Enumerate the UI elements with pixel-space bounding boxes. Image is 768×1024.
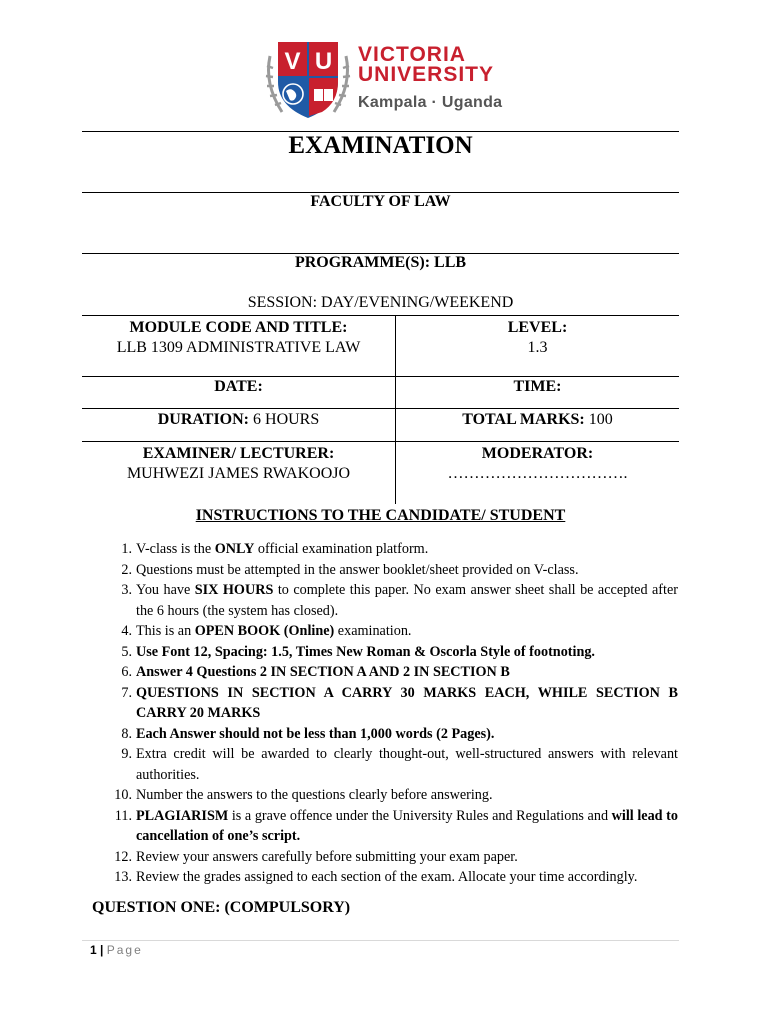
total-marks-value: 100 xyxy=(584,411,613,428)
instruction-text: Use Font 12, Spacing: 1.5, Times New Roman & Oscorla Style of footnoting. xyxy=(136,643,595,660)
instruction-text: QUESTIONS IN SECTION A CARRY 30 MARKS EACH, WHILE SECTION B CARRY 20 MARKS xyxy=(136,684,678,721)
moderator-value: ……………………………. xyxy=(447,465,628,482)
instruction-text: Review the grades assigned to each section of the exam. Allocate your time accordingly. xyxy=(136,869,638,885)
instruction-item xyxy=(104,785,678,806)
module-label: MODULE CODE AND TITLE: xyxy=(129,319,348,336)
instruction-number: 2. xyxy=(121,561,132,578)
instruction-text: Extra credit will be awarded to clearly thought-out, well-structured answers with relevant authorities. xyxy=(136,746,678,783)
instruction-item xyxy=(104,683,678,724)
instruction-text: examination. xyxy=(334,623,412,639)
instruction-item xyxy=(104,867,678,888)
shield-letter-u: U xyxy=(314,48,333,75)
instruction-text: is a grave offence under the University Rules and Regulations and xyxy=(228,807,612,824)
level-value: 1.3 xyxy=(527,339,548,356)
instruction-text: Number the answers to the questions clearly before answering. xyxy=(136,787,493,803)
instruction-number: 7. xyxy=(121,684,132,701)
instruction-text: ONLY xyxy=(214,541,255,557)
examiner-cell xyxy=(82,444,395,484)
module-cell xyxy=(82,318,395,358)
instruction-item xyxy=(104,806,678,847)
date-label: DATE: xyxy=(214,378,263,395)
instruction-number: 9. xyxy=(121,746,132,762)
instruction-text: Review your answers carefully before submitting your exam paper. xyxy=(136,848,518,865)
instruction-item xyxy=(104,539,678,560)
instruction-text: V-class is the xyxy=(136,541,215,557)
instruction-text: Questions must be attempted in the answer booklet/sheet provided on V-class. xyxy=(136,561,579,578)
page-footer xyxy=(90,943,143,957)
instruction-item xyxy=(104,642,678,663)
module-value: LLB 1309 ADMINISTRATIVE LAW xyxy=(116,339,361,356)
instruction-item xyxy=(104,847,678,868)
duration-value: 6 HOURS xyxy=(249,411,320,428)
moderator-label: MODERATOR: xyxy=(481,445,594,462)
examiner-value: MUHWEZI JAMES RWAKOOJO xyxy=(126,465,351,482)
instruction-text: You have xyxy=(136,582,195,598)
instruction-item xyxy=(104,621,678,642)
instructions-title: INSTRUCTIONS TO THE CANDIDATE/ STUDENT xyxy=(195,507,566,524)
instruction-text: official examination platform. xyxy=(254,541,429,557)
level-cell xyxy=(396,318,679,358)
page-number: 1 xyxy=(90,943,97,957)
instruction-number: 6. xyxy=(121,664,132,680)
instruction-number: 10. xyxy=(114,787,132,803)
total-marks-label: TOTAL MARKS: xyxy=(462,411,585,428)
instruction-text: SIX HOURS xyxy=(194,582,274,598)
duration-label: DURATION: xyxy=(157,411,250,428)
page-label: Page xyxy=(106,943,143,957)
instruction-number: 4. xyxy=(121,623,132,639)
examiner-label: EXAMINER/ LECTURER: xyxy=(142,445,335,462)
total-marks-cell xyxy=(396,410,679,430)
logo-location: Kampala · Uganda xyxy=(358,94,503,111)
instruction-item xyxy=(104,580,678,621)
university-logo xyxy=(262,36,512,124)
footer-divider xyxy=(82,940,679,941)
duration-cell xyxy=(82,410,395,430)
logo-name-line1: VICTORIA xyxy=(358,43,466,66)
instruction-text: This is an xyxy=(136,623,195,639)
instruction-text: Each Answer should not be less than 1,000 words (2 Pages). xyxy=(136,725,495,742)
instruction-text: to complete this paper. No exam answer sheet shall be accepted after the 6 hours (the system has closed). xyxy=(136,582,678,619)
instruction-item xyxy=(104,662,678,683)
logo-name-line2: UNIVERSITY xyxy=(358,63,495,86)
question-one-heading: QUESTION ONE: (COMPULSORY) xyxy=(92,899,351,916)
footer-separator: | xyxy=(100,943,104,957)
instruction-number: 3. xyxy=(121,582,132,598)
instructions-list xyxy=(104,539,678,888)
session-line: SESSION: DAY/EVENING/WEEKEND xyxy=(247,294,514,311)
instruction-number: 1. xyxy=(121,541,132,557)
programme-heading: PROGRAMME(S): LLB xyxy=(294,254,467,271)
instruction-number: 5. xyxy=(121,643,132,660)
instruction-number: 12. xyxy=(114,848,132,865)
document-title: EXAMINATION xyxy=(288,132,473,159)
instruction-text: OPEN BOOK (Online) xyxy=(194,623,335,639)
instruction-text: PLAGIARISM xyxy=(136,807,229,824)
instruction-item xyxy=(104,560,678,581)
faculty-heading: FACULTY OF LAW xyxy=(310,193,451,210)
university-shield-icon xyxy=(262,36,354,124)
instruction-number: 11. xyxy=(114,807,132,824)
time-label: TIME: xyxy=(513,378,562,395)
instruction-item xyxy=(104,744,678,785)
shield-letter-v: V xyxy=(284,48,301,75)
exam-info-table xyxy=(82,315,679,504)
level-label: LEVEL: xyxy=(507,319,568,336)
instruction-text: will lead to cancellation of one’s script. xyxy=(136,807,678,844)
moderator-cell xyxy=(396,444,679,484)
instruction-item xyxy=(104,724,678,745)
instruction-text: Answer 4 Questions 2 IN SECTION A AND 2 IN SECTION B xyxy=(136,664,510,680)
instruction-number: 8. xyxy=(121,725,132,742)
instruction-number: 13. xyxy=(114,869,132,885)
